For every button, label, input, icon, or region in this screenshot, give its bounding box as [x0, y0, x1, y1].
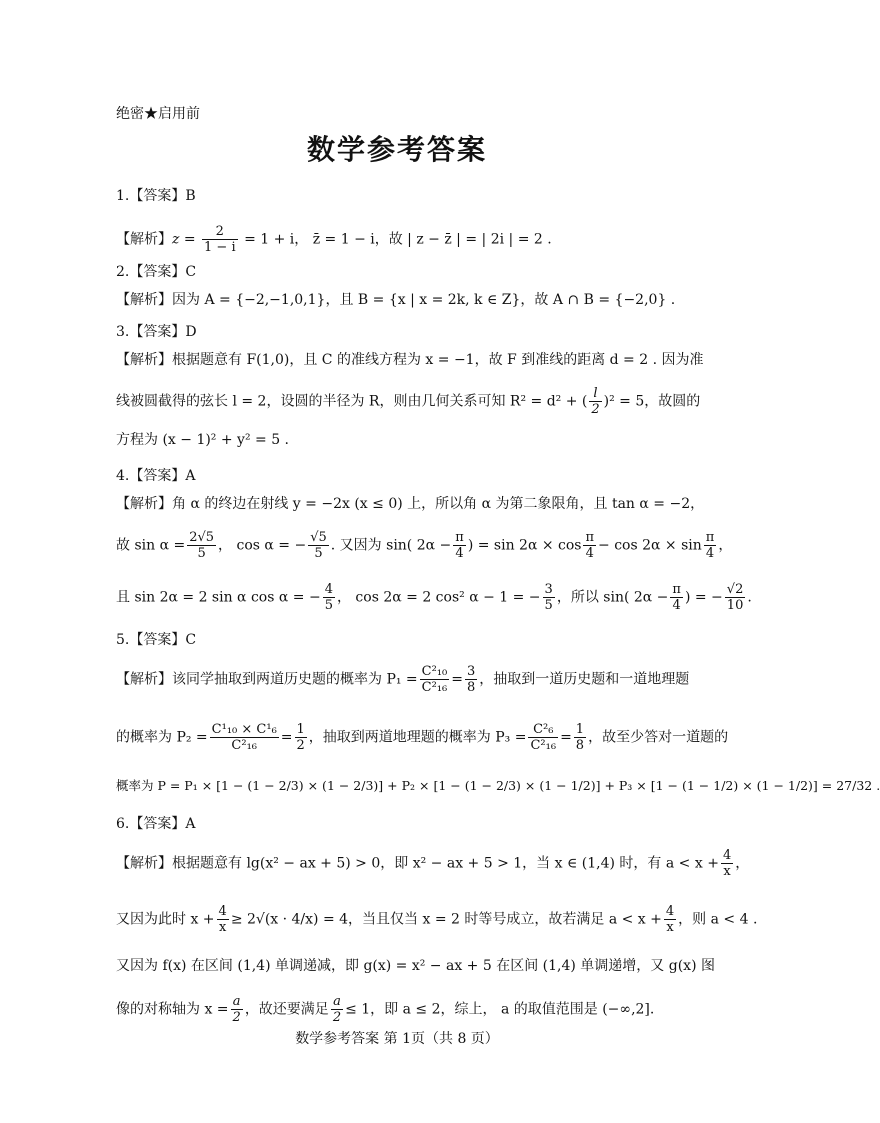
q3-line-1: 【解析】根据题意有 F(1,0)，且 C 的准线方程为 x = −1，故 F 到准线的距离 d = 2 . 因为准 [116, 352, 704, 368]
fraction: $\frac{2√5}{5}$ [189, 530, 215, 561]
fraction: $\frac{4}{x}$ [218, 904, 227, 935]
fraction: $\frac{√2}{10}$ [726, 582, 744, 613]
q4-line-3: 且 sin 2α = 2 sin α cos α = − $\frac{4}{5}$ ， cos 2α = 2 cos² α − 1 = − $\frac{3}{5}$ ，所以 sin( 2α − $\frac{\pi}{4}$ ) = − $\frac{√2}{10}$ . [116, 582, 752, 613]
q2-explanation: 【解析】因为 A = {−2,−1,0,1}，且 B = {x | x = 2k, k ∈ Z}，故 A ∩ B = {−2,0} . [116, 292, 676, 308]
q5-line-2: 的概率为 P₂ = $\frac{\text{C¹₁₀ × C¹₆}}{\text{C²₁₆}}$ = $\frac{1}{2}$ ，抽取到两道地理题的概率为 P₃ = $\frac{\text{C²₆}}{\text{C²₁₆}}$ = $\frac{1}{8}$ ，故至少答对一道题的 [116, 722, 729, 753]
fraction: $\frac{\text{C²₁₀}}{\text{C²₁₆}}$ [421, 664, 448, 695]
fraction: $\frac{1}{8}$ [575, 722, 585, 753]
fraction: $\frac{2}{1 - i}$ [204, 224, 236, 255]
q5-line-3: 概率为 P = P₁ × [1 − (1 − 2/3) × (1 − 2/3)] + P₂ × [1 − (1 − 2/3) × (1 − 1/2)] + P₃ × [1 − (1 − 1/2) × (1 − 1/2)] = 27/32 . [116, 778, 880, 793]
fraction: $\frac{\pi}{4}$ [455, 530, 464, 561]
q5-line-1: 【解析】该同学抽取到两道历史题的概率为 P₁ = $\frac{\text{C²₁₀}}{\text{C²₁₆}}$ = $\frac{3}{8}$ ，抽取到一道历史题和一道地理题 [116, 664, 690, 695]
q1-answer: 1.【答案】B [116, 188, 196, 204]
fraction: $\frac{l}{2}$ [591, 386, 600, 417]
q3-line-3: 方程为 (x − 1)² + y² = 5 . [116, 432, 290, 448]
fraction: $\frac{\text{C¹₁₀ × C¹₆}}{\text{C²₁₆}}$ [211, 722, 277, 753]
q4-line-2: 故 sin α = $\frac{2√5}{5}$ ， cos α = − $\frac{√5}{5}$ . 又因为 sin( 2α − $\frac{\pi}{4}$ ) = sin 2α × cos $\frac{\pi}{4}$ − cos 2α × sin $\frac{\pi}{4}$ ， [116, 530, 733, 561]
q4-answer: 4.【答案】A [116, 468, 196, 484]
q3-line-2: 线被圆截得的弦长 l = 2，设圆的半径为 R，则由几何关系可知 R² = d² + ( $\frac{l}{2}$ )² = 5，故圆的 [116, 386, 701, 417]
q5-answer: 5.【答案】C [116, 632, 197, 648]
fraction: $\frac{1}{2}$ [296, 722, 305, 753]
fraction: $\frac{\text{C²₆}}{\text{C²₁₆}}$ [530, 722, 557, 753]
secret-label: 绝密★启用前 [116, 106, 200, 122]
q4-line-1: 【解析】角 α 的终边在射线 y = −2x (x ≤ 0) 上，所以角 α 为第二象限角，且 tan α = −2， [116, 496, 705, 512]
page-title: 数学参考答案 [306, 133, 487, 166]
fraction: $\frac{√5}{5}$ [310, 530, 327, 561]
fraction: $\frac{\pi}{4}$ [585, 530, 595, 561]
q6-answer: 6.【答案】A [116, 816, 196, 832]
fraction: $\frac{3}{8}$ [467, 664, 476, 695]
fraction: $\frac{a}{2}$ [332, 994, 342, 1025]
fraction: $\frac{4}{x}$ [665, 904, 675, 935]
q2-answer: 2.【答案】C [116, 264, 197, 280]
fraction: $\frac{4}{5}$ [324, 582, 333, 613]
fraction: $\frac{4}{x}$ [722, 848, 732, 879]
fraction: $\frac{3}{5}$ [544, 582, 553, 613]
q6-line-3: 又因为 f(x) 在区间 (1,4) 单调递减，即 g(x) = x² − ax + 5 在区间 (1,4) 单调递增，又 g(x) 图 [116, 958, 715, 974]
fraction: $\frac{a}{2}$ [232, 994, 241, 1025]
q1-explanation: 【解析】z = $\frac{2}{1 - i}$ = 1 + i， z̄ = 1 − i，故 | z − z̄ | = | 2i | = 2 . [116, 224, 552, 255]
fraction: $\frac{\pi}{4}$ [672, 582, 681, 613]
q6-line-1: 【解析】根据题意有 lg(x² − ax + 5) > 0，即 x² − ax + 5 > 1，当 x ∈ (1,4) 时，有 a < x + $\frac{4}{x}$ ， [116, 848, 750, 879]
fraction: $\frac{\pi}{4}$ [705, 530, 715, 561]
q3-answer: 3.【答案】D [116, 324, 197, 340]
page-footer: 数学参考答案 第 1页（共 8 页） [295, 1031, 499, 1047]
q6-line-4: 像的对称轴为 x = $\frac{a}{2}$ ，故还要满足 $\frac{a}{2}$ ≤ 1，即 a ≤ 2，综上， a 的取值范围是 (−∞,2]. [116, 994, 655, 1025]
q6-line-2: 又因为此时 x + $\frac{4}{x}$ ≥ 2√(x · 4/x) = 4，当且仅当 x = 2 时等号成立，故若满足 a < x + $\frac{4}{x}$ ，则 a < 4 . [116, 904, 758, 935]
